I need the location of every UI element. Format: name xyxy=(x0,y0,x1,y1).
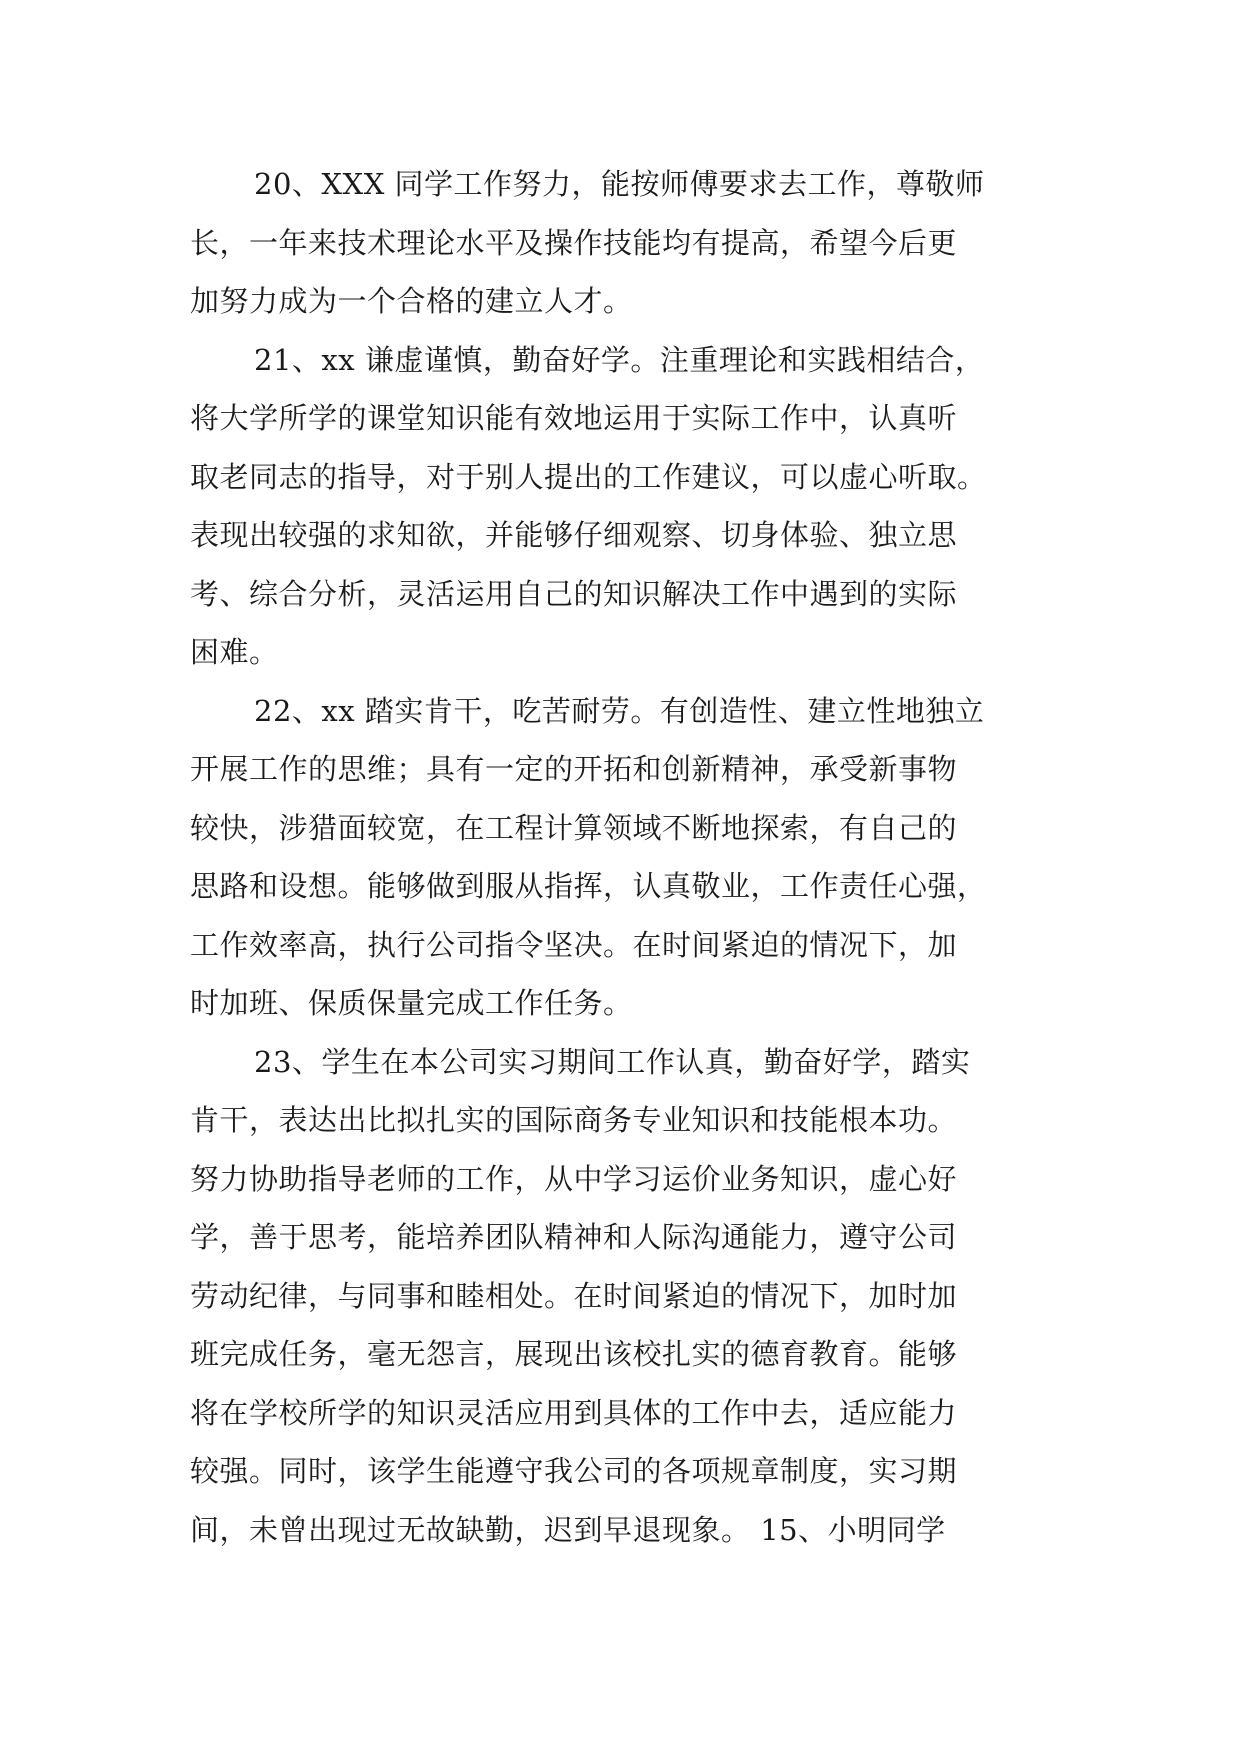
paragraph-22-line-2: 开展工作的思维；具有一定的开拓和创新精神，承受新事物 xyxy=(190,752,958,786)
paragraph-23-line-1: 23、学生在本公司实习期间工作认真，勤奋好学，踏实 xyxy=(254,1044,971,1079)
paragraph-20-line-3: 加努力成为一个合格的建立人才。 xyxy=(190,284,633,318)
paragraph-23-line-6: 班完成任务，毫无怨言，展现出该校扎实的德育教育。能够 xyxy=(190,1337,958,1371)
paragraph-23-line-2: 肯干，表达出比拟扎实的国际商务专业知识和技能根本功。 xyxy=(190,1103,958,1137)
paragraph-23-line-9: 间，未曾出现过无故缺勤，迟到早退现象。 15、小明同学 xyxy=(190,1512,946,1547)
paragraph-22-line-6: 时加班、保质保量完成工作任务。 xyxy=(190,986,633,1020)
paragraph-20-line-2: 长，一年来技术理论水平及操作技能均有提高，希望今后更 xyxy=(190,225,958,260)
paragraph-21-line-4: 表现出较强的求知欲，并能够仔细观察、切身体验、独立思 xyxy=(190,518,958,552)
paragraph-23-line-4: 学，善于思考，能培养团队精神和人际沟通能力，遵守公司 xyxy=(190,1220,958,1254)
paragraph-21-line-3: 取老同志的指导，对于别人提出的工作建议，可以虚心听取。 xyxy=(190,459,987,494)
paragraph-23-line-3: 努力协助指导老师的工作，从中学习运价业务知识，虚心好 xyxy=(190,1161,958,1196)
paragraph-23-line-7: 将在学校所学的知识灵活应用到具体的工作中去，适应能力 xyxy=(190,1395,958,1430)
paragraph-22-line-4: 思路和设想。能够做到服从指挥，认真敬业，工作责任心强， xyxy=(190,869,987,903)
paragraph-20-line-1: 20、XXX 同学工作努力，能按师傅要求去工作，尊敬师 xyxy=(254,167,985,201)
paragraph-22-line-5: 工作效率高，执行公司指令坚决。在时间紧迫的情况下，加 xyxy=(190,927,958,962)
paragraph-21-line-5: 考、综合分析，灵活运用自己的知识解决工作中遇到的实际 xyxy=(190,576,958,611)
paragraph-22-line-3: 较快，涉猎面较宽，在工程计算领域不断地探索，有自己的 xyxy=(190,810,958,845)
paragraph-21-line-2: 将大学所学的课堂知识能有效地运用于实际工作中，认真听 xyxy=(190,401,958,435)
paragraph-23-line-5: 劳动纪律，与同事和睦相处。在时间紧迫的情况下，加时加 xyxy=(190,1278,958,1313)
paragraph-21-line-1: 21、xx 谦虚谨慎，勤奋好学。注重理论和实践相结合， xyxy=(254,342,985,377)
paragraph-23-line-8: 较强。同时，该学生能遵守我公司的各项规章制度，实习期 xyxy=(190,1454,958,1488)
paragraph-21-line-6: 困难。 xyxy=(190,635,279,669)
paragraph-22-line-1: 22、xx 踏实肯干，吃苦耐劳。有创造性、建立性地独立 xyxy=(254,693,985,728)
body-text xyxy=(190,155,1050,1559)
